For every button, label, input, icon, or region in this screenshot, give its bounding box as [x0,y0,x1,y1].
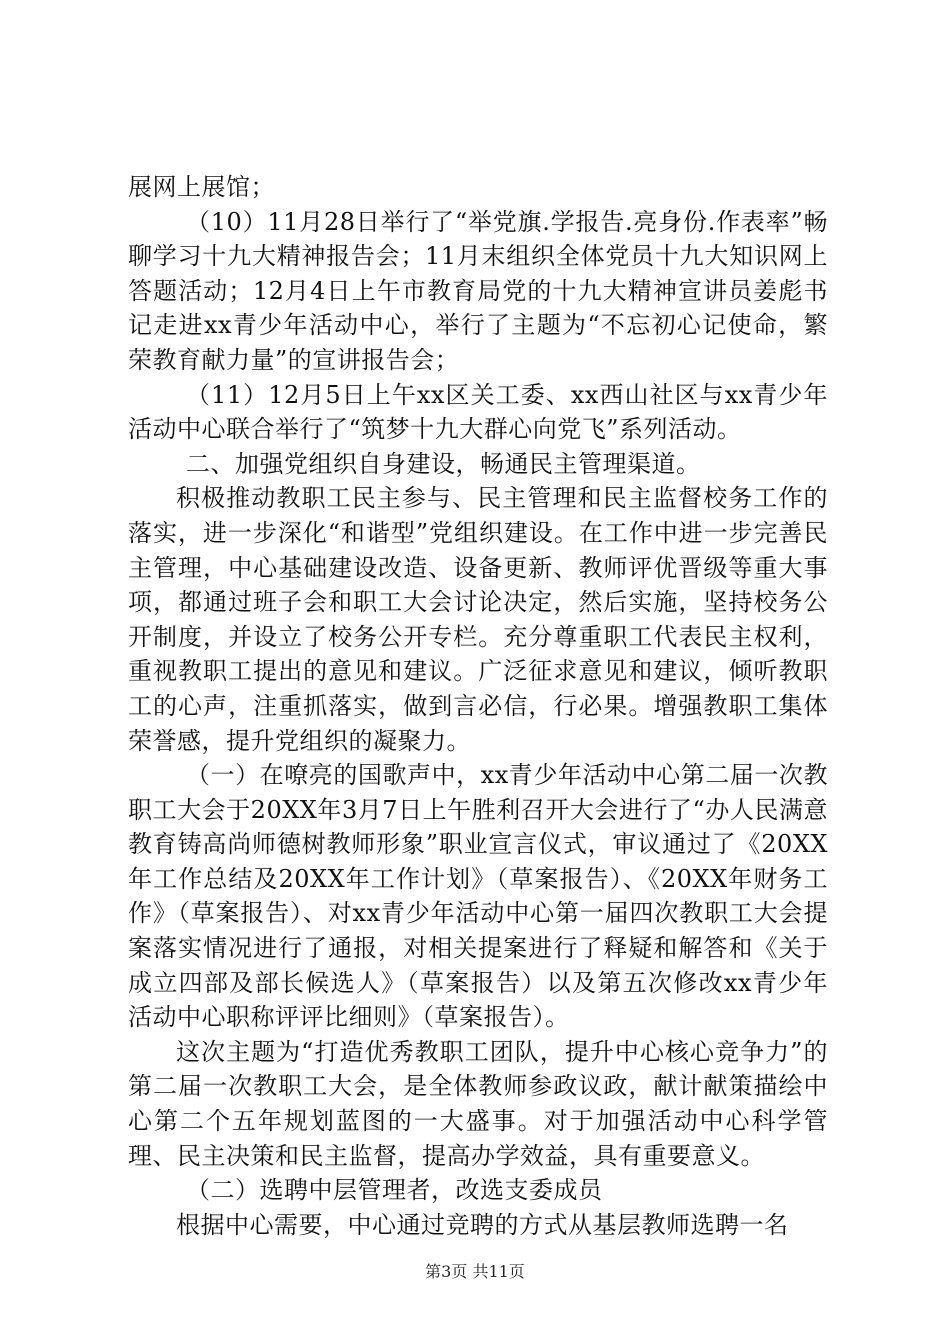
paragraph-p9: 根据中心需要，中心通过竞聘的方式从基层教师选聘一名 [176,1210,789,1239]
paragraph-p3: （11）12月5日上午xx区关工委、xx西山社区与xx青少年活动中心联合举行了“筑梦十九大群心向党飞”系列活动。 [128,380,828,444]
document-body [128,170,828,1242]
subheading-2: （二）选聘中层管理者，改选支委成员 [186,1176,603,1205]
paragraph-p7: 这次主题为“打造优秀教职工团队，提升中心核心竞争力”的第二届一次教职工大会，是全体教师参政议政，献计献策描绘中心第二个五年规划蓝图的一大盛事。对于加强活动中心科学管理、民主决策和民主监督，提高办学效益，具有重要意义。 [128,1037,828,1170]
paragraph-p6: （一）在嘹亮的国歌声中，xx青少年活动中心第二届一次教职工大会于20XX年3月7日上午胜利召开大会进行了“办人民满意教育铸高尚师德树教师形象”职业宣言仪式，审议通过了《20XX年工作总结及20XX年工作计划》（草案报告）、《20XX年财务工作》（草案报告）、对xx青少年活动中心第一届四次教职工大会提案落实情况进行了通报，对相关提案进行了释疑和解答和《关于成立四部及部长候选人》（草案报告）以及第五次修改xx青少年活动中心职称评评比细则》（草案报告）。 [128,761,828,1032]
page-number-footer: 第3页 共11页 [425,1262,525,1281]
paragraph-p1: 展网上展馆； [128,173,275,201]
paragraph-p2: （10）11月28日举行了“举党旗.学报告.亮身份.作表率”畅聊学习十九大精神报告会；11月末组织全体党员十九大知识网上答题活动；12月4日上午市教育局党的十九大精神宣讲员姜彪书记走进xx青少年活动中心，举行了主题为“不忘初心记使命，繁荣教育献力量”的宣讲报告会； [128,207,828,374]
section-heading-2: 二、加强党组织自身建设，畅通民主管理渠道。 [186,449,701,478]
paragraph-p5: 积极推动教职工民主参与、民主管理和民主监督校务工作的落实，进一步深化“和谐型”党组织建设。在工作中进一步完善民主管理，中心基础建设改造、设备更新、教师评优晋级等重大事项，都通过班子会和职工大会讨论决定，然后实施，坚持校务公开制度，并设立了校务公开专栏。充分尊重职工代表民主权利，重视教职工提出的意见和建议。广泛征求意见和建议，倾听教职工的心声，注重抓落实，做到言必信，行必果。增强教职工集体荣誉感，提升党组织的凝聚力。 [128,484,828,755]
